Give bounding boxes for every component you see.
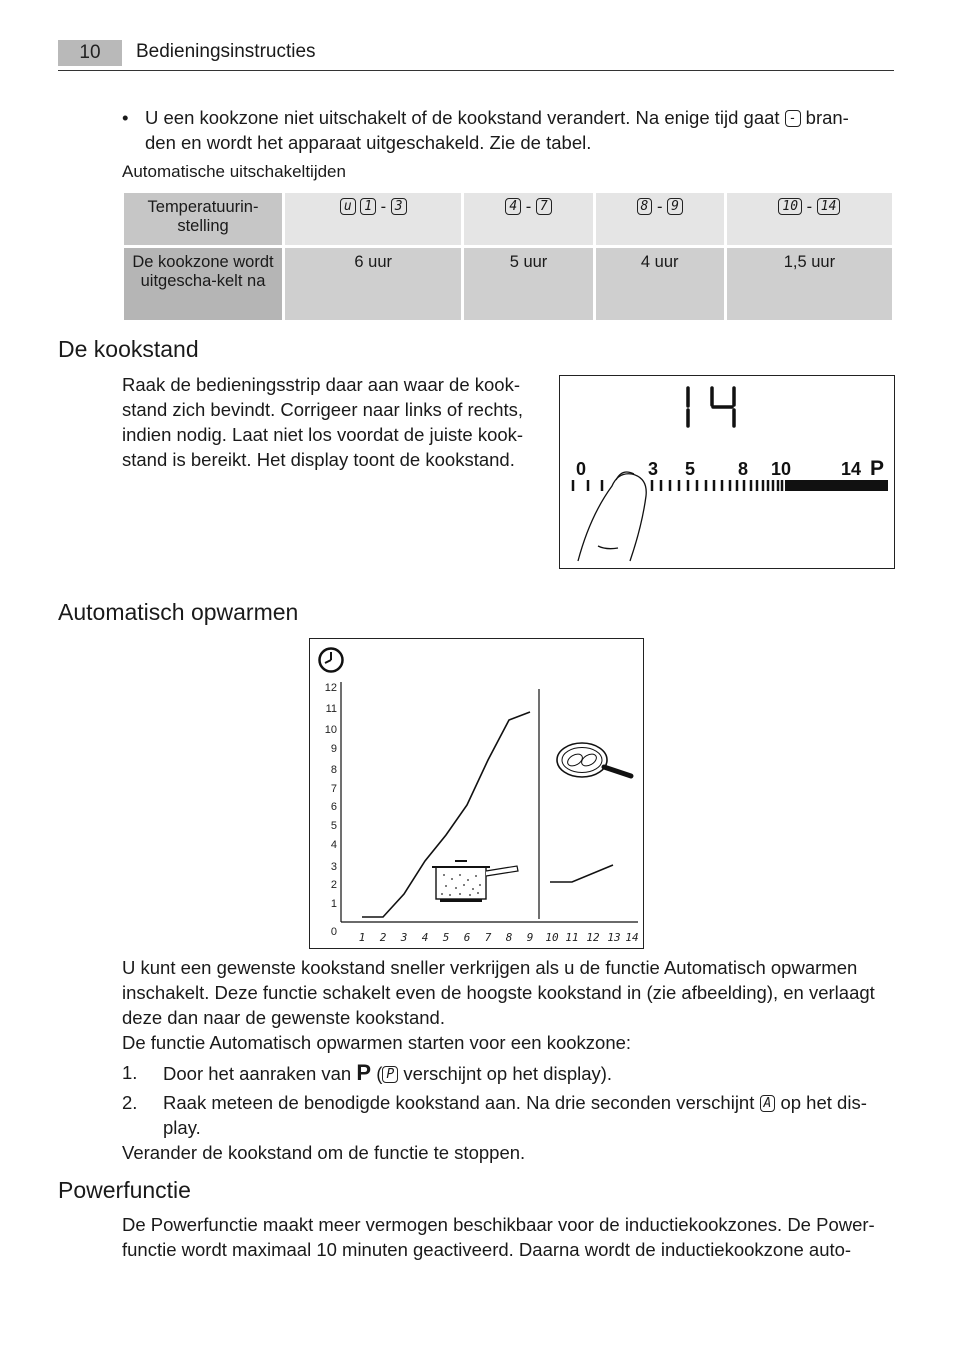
x-tick-label: 1 <box>358 931 366 944</box>
opwarmen-paragraph <box>122 955 902 1055</box>
step-text: verschijnt op het display). <box>403 1063 613 1084</box>
section-heading-opwarmen: Automatisch opwarmen <box>58 599 299 625</box>
text-line: functie wordt maximaal 10 minuten geactiveerd. Daarna wordt de inductiekookzone auto- <box>122 1239 852 1260</box>
text-line: De functie Automatisch opwarmen starten voor een kookzone: <box>122 1032 632 1053</box>
simmer-curve <box>550 865 613 882</box>
y-tick-label: 6 <box>330 801 337 813</box>
scale-label: 3 <box>648 459 659 479</box>
paren: ( <box>376 1063 383 1084</box>
heatup-graph-figure <box>309 638 644 949</box>
table-cell-time: 6 uur <box>285 248 461 320</box>
text-line: stand is bereikt. Het display toont de kookstand. <box>122 449 515 470</box>
step-1 <box>163 1060 893 1086</box>
closing-text: Verander de kookstand om de functie te stoppen. <box>122 1142 526 1163</box>
table-cell-time: 4 uur <box>596 248 724 320</box>
y-tick-label: 4 <box>330 839 337 851</box>
x-tick-label: 10 <box>545 931 559 944</box>
y-tick-label: 12 <box>324 682 337 694</box>
table-row-header: Temperatuurin-stelling <box>124 193 282 245</box>
x-tick-label: 6 <box>463 931 471 944</box>
scale-label: 0 <box>576 459 587 479</box>
lcd-symbol: 10 <box>778 198 802 215</box>
step-2 <box>163 1090 893 1140</box>
lcd-a-symbol: A <box>760 1095 776 1112</box>
bullet-text: U een kookzone niet uitschakelt of de kookstand verandert. Na enige tijd gaat <box>145 107 780 128</box>
section-heading-kookstand: De kookstand <box>58 336 199 362</box>
range-dash: - <box>656 198 663 216</box>
step-text: op het dis- <box>780 1092 867 1113</box>
lcd-dash-symbol: - <box>785 110 801 127</box>
step-number: 2. <box>122 1092 138 1113</box>
y-tick-label: 9 <box>330 743 337 755</box>
table-row-header: De kookzone wordt uitgescha-kelt na <box>124 248 282 320</box>
table-caption: Automatische uitschakeltijden <box>122 162 346 181</box>
step-text: play. <box>163 1117 201 1138</box>
text-line: Raak de bedieningsstrip daar aan waar de kook- <box>122 374 520 395</box>
x-tick-label: 14 <box>625 931 639 944</box>
auto-off-table <box>121 190 895 323</box>
page-header-title: Bedieningsinstructies <box>136 41 316 62</box>
y-tick-label: 7 <box>330 783 337 795</box>
scale-label: 5 <box>685 459 696 479</box>
scale-label: 10 <box>771 459 792 479</box>
lcd-symbol: 8 <box>637 198 653 215</box>
p-symbol: P <box>356 1060 372 1085</box>
text-line: inschakelt. Deze functie schakelt even de hoogste kookstand in (zie afbeelding), en verlaagt <box>122 982 875 1003</box>
table-cell-range <box>727 193 892 245</box>
table-cell-range <box>596 193 724 245</box>
text-line: De Powerfunctie maakt meer vermogen beschikbaar voor de inductiekookzones. De Power- <box>122 1214 875 1235</box>
scale-ticks[interactable] <box>573 480 782 491</box>
page-number: 10 <box>58 40 122 66</box>
x-tick-label: 2 <box>379 931 387 944</box>
control-strip-figure <box>559 375 895 569</box>
section-heading-power: Powerfunctie <box>58 1177 191 1203</box>
x-tick-label: 3 <box>400 931 408 944</box>
lcd-symbol: 3 <box>391 198 407 215</box>
table-cell-time: 1,5 uur <box>727 248 892 320</box>
y-tick-label: 11 <box>325 703 337 715</box>
lcd-p-symbol: P <box>382 1066 398 1083</box>
y-tick-label: 5 <box>330 820 337 832</box>
x-tick-label: 5 <box>442 931 450 944</box>
x-tick-label: 12 <box>586 931 600 944</box>
x-tick-label: 9 <box>526 931 534 944</box>
power-bar[interactable] <box>785 480 888 491</box>
step-text: Door het aanraken van <box>163 1063 352 1084</box>
heatup-graph-svg <box>310 639 643 948</box>
x-tick-label: 4 <box>421 931 429 944</box>
frying-pan-icon <box>557 743 631 777</box>
lcd-symbol: 1 <box>360 198 376 215</box>
control-strip-svg <box>560 376 894 568</box>
range-dash: - <box>525 198 532 216</box>
bullet-text-after: bran- <box>805 107 849 128</box>
bullet-text-line2: den en wordt het apparaat uitgeschakeld. Zie de tabel. <box>145 132 592 153</box>
step-text: Raak meteen de benodigde kookstand aan. Na drie seconden verschijnt <box>163 1092 755 1113</box>
x-tick-label: 7 <box>484 931 492 944</box>
y-tick-label: 8 <box>330 764 337 776</box>
table-row <box>124 193 892 245</box>
range-dash: - <box>806 198 813 216</box>
y-tick-label: 10 <box>324 724 337 736</box>
x-tick-label: 11 <box>565 931 579 944</box>
scale-label: 14 <box>841 459 862 479</box>
x-tick-label: 8 <box>505 931 513 944</box>
text-line: U kunt een gewenste kookstand sneller verkrijgen als u de functie Automatisch opwarmen <box>122 957 858 978</box>
seven-segment-display <box>688 388 734 426</box>
scale-label: 8 <box>738 459 749 479</box>
table-cell-time: 5 uur <box>464 248 592 320</box>
display-value: 14 <box>725 416 727 417</box>
text-line: deze dan naar de gewenste kookstand. <box>122 1007 445 1028</box>
step-number: 1. <box>122 1062 138 1083</box>
text-line: stand zich bevindt. Corrigeer naar links of rechts, <box>122 399 524 420</box>
y-tick-label: 0 <box>330 926 337 938</box>
lcd-symbol: 14 <box>817 198 841 215</box>
lcd-symbol: 4 <box>505 198 521 215</box>
y-tick-label: 2 <box>330 879 337 891</box>
text-line: indien nodig. Laat niet los voordat de juiste kook- <box>122 424 524 445</box>
bullet-item <box>145 105 895 155</box>
kookstand-paragraph <box>122 372 552 472</box>
power-paragraph <box>122 1212 902 1262</box>
x-tick-label: 13 <box>607 931 621 944</box>
table-cell-range <box>464 193 592 245</box>
y-tick-label: 1 <box>330 898 337 910</box>
pot-icon <box>432 861 518 902</box>
lcd-symbol: 9 <box>667 198 683 215</box>
lcd-symbol: 7 <box>536 198 552 215</box>
lcd-symbol: u <box>340 198 356 215</box>
bullet-marker: • <box>122 107 129 128</box>
header-rule <box>58 70 894 71</box>
table-row <box>124 248 892 320</box>
range-dash: - <box>380 198 387 216</box>
table-cell-range <box>285 193 461 245</box>
p-label: P <box>870 457 885 480</box>
clock-icon <box>320 649 343 672</box>
y-tick-label: 3 <box>330 861 337 873</box>
